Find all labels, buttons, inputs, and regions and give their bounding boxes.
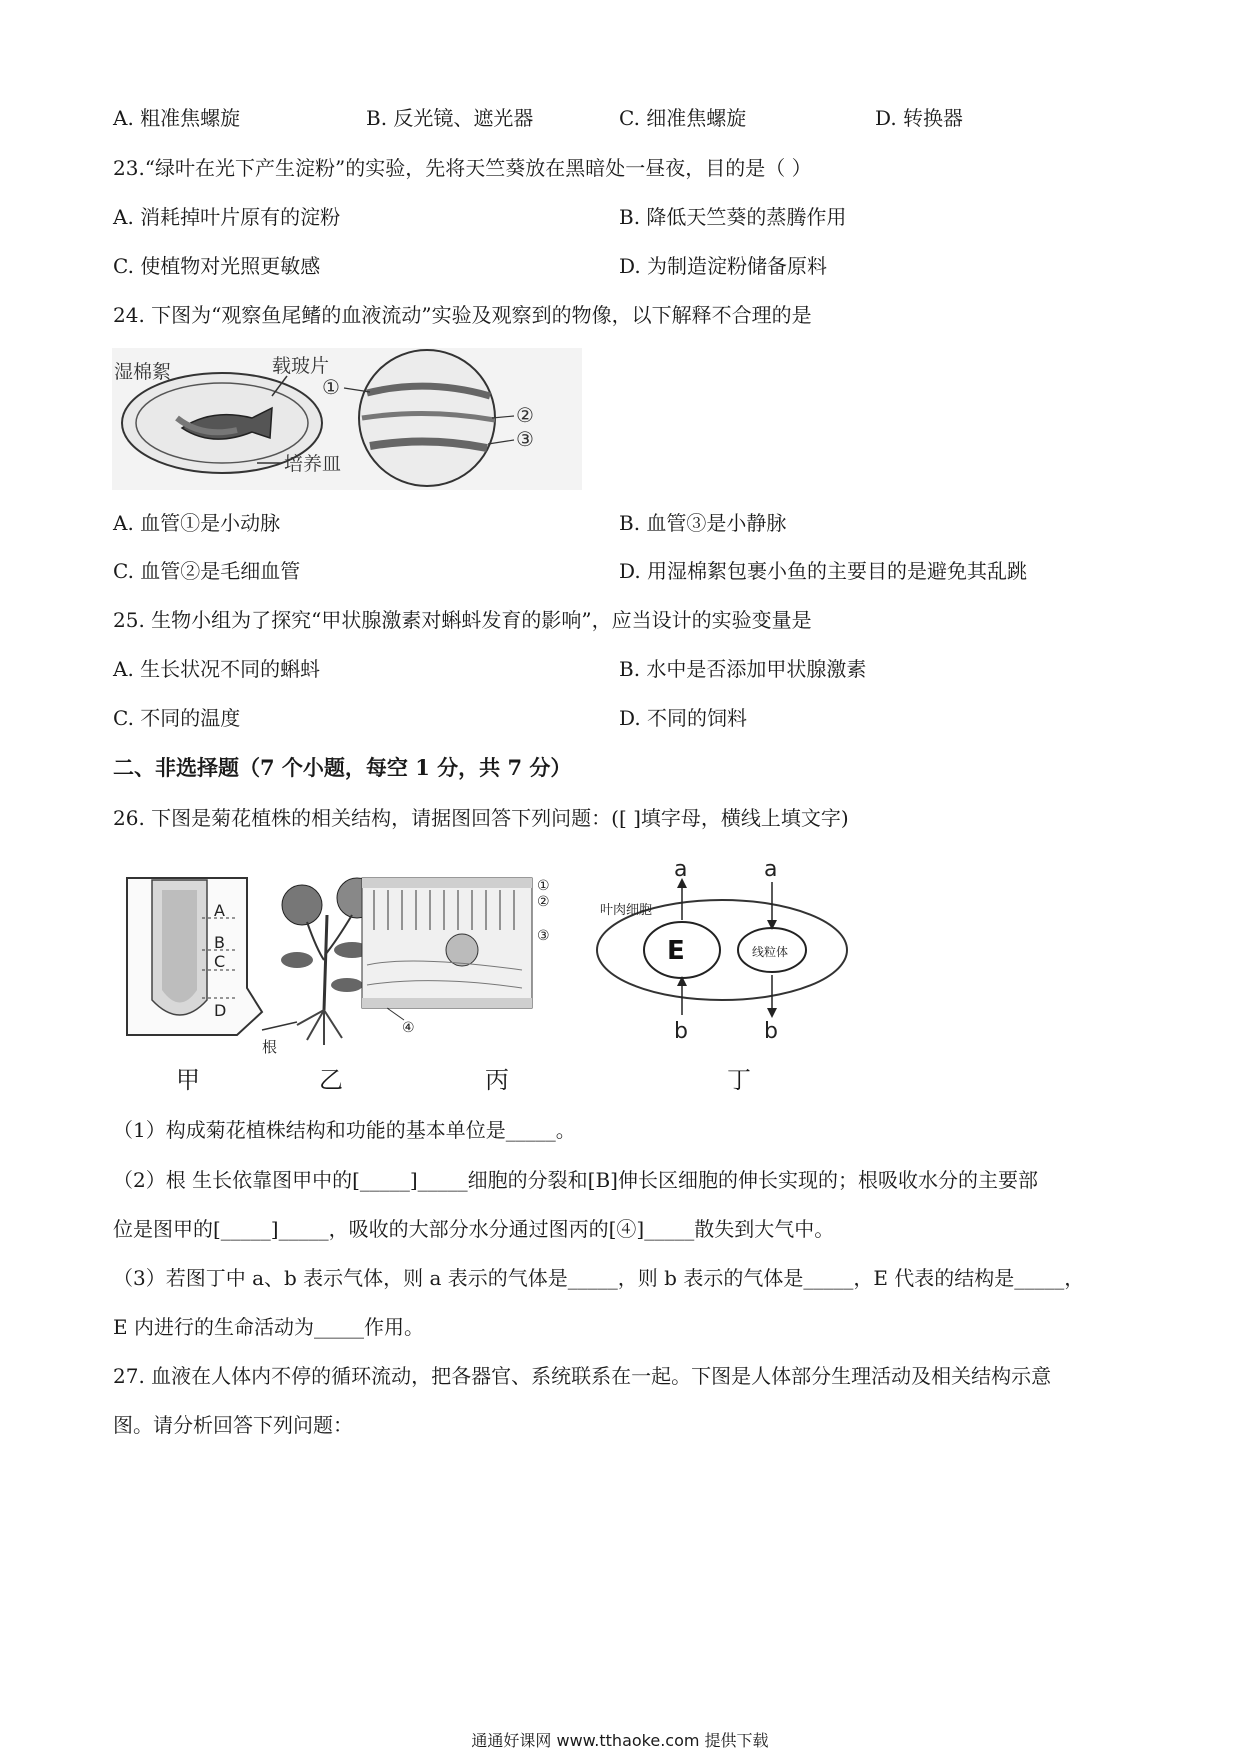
- ding-label-organelle: 线粒体: [752, 945, 789, 959]
- ding-label-b-right: b: [764, 1019, 778, 1044]
- label-dish: 培养皿: [284, 453, 342, 475]
- q23-stem: 23.“绿叶在光下产生淀粉”的实验，先将天竺葵放在黑暗处一昼夜，目的是（ ）: [113, 156, 812, 180]
- caption-jia: 甲: [176, 1066, 200, 1094]
- jia-label-b: B: [214, 933, 225, 952]
- q26-stem: 26. 下图是菊花植株的相关结构，请据图回答下列问题：([ ]填字母，横线上填文字): [113, 806, 849, 830]
- q26-figure: [112, 857, 852, 1060]
- q22-option-d: D. 转换器: [875, 106, 964, 130]
- q26-part-2-line-2: 位是图甲的[_____]_____，吸收的大部分水分通过图丙的[④]_____散失到大气中。: [113, 1217, 835, 1241]
- q25-option-c: C. 不同的温度: [113, 706, 241, 730]
- q25-stem: 25. 生物小组为了探究“甲状腺激素对蝌蚪发育的影响”，应当设计的实验变量是: [113, 608, 812, 632]
- jia-label-d: D: [214, 1001, 227, 1020]
- q23-option-a: A. 消耗掉叶片原有的淀粉: [113, 205, 341, 229]
- q24-option-a: A. 血管①是小动脉: [113, 511, 281, 535]
- caption-bing: 丙: [485, 1066, 509, 1094]
- ding-label-a-left: a: [674, 857, 688, 882]
- q23-option-d: D. 为制造淀粉储备原料: [619, 254, 828, 278]
- figure-yi-plant: [262, 878, 377, 1056]
- q25-option-a: A. 生长状况不同的蝌蚪: [113, 657, 321, 681]
- label-vessel-3: ③: [516, 427, 534, 451]
- q24-option-b: B. 血管③是小静脉: [619, 511, 787, 535]
- label-slide: 载玻片: [272, 355, 330, 377]
- figure-bing-leaf-section: [362, 878, 550, 1036]
- figure-jia-root-tip: [127, 878, 262, 1035]
- caption-yi: 乙: [319, 1066, 343, 1094]
- ding-label-e: E: [667, 936, 685, 966]
- q22-option-a: A. 粗准焦螺旋: [113, 106, 241, 130]
- jia-label-c: C: [214, 952, 226, 971]
- ding-label-a-right: a: [764, 857, 778, 882]
- q27-stem-line-2: 图。请分析回答下列问题：: [113, 1413, 353, 1437]
- figure-ding-cell: [597, 857, 847, 1044]
- label-vessel-1: ①: [322, 375, 340, 399]
- label-wet-cotton: 湿棉絮: [114, 361, 172, 383]
- q22-option-b: B. 反光镜、遮光器: [366, 106, 534, 130]
- q26-part-3-line-2: E 内进行的生命活动为_____作用。: [113, 1315, 424, 1339]
- q24-fish-figure: [112, 348, 582, 490]
- q27-stem-line-1: 27. 血液在人体内不停的循环流动，把各器官、系统联系在一起。下图是人体部分生理活动及相关结构示意: [113, 1364, 1052, 1388]
- q26-part-2-line-1: （2）根 生长依靠图甲中的[_____]_____细胞的分裂和[B]伸长区细胞的伸长实现的；根吸收水分的主要部: [113, 1168, 1038, 1192]
- ding-label-mesophyll: 叶肉细胞: [600, 903, 653, 918]
- q25-option-b: B. 水中是否添加甲状腺激素: [619, 657, 867, 681]
- label-vessel-2: ②: [516, 403, 534, 427]
- bing-label-3: ③: [537, 928, 550, 944]
- ding-label-b-left: b: [674, 1019, 688, 1044]
- caption-ding: 丁: [727, 1066, 751, 1094]
- q23-option-b: B. 降低天竺葵的蒸腾作用: [619, 205, 847, 229]
- footer: 通通好课网 www.tthaoke.com 提供下载: [471, 1731, 769, 1750]
- q23-option-c: C. 使植物对光照更敏感: [113, 254, 321, 278]
- bing-label-4: ④: [402, 1020, 415, 1036]
- bing-label-2: ②: [537, 894, 550, 910]
- q26-part-1: （1）构成菊花植株结构和功能的基本单位是_____。: [113, 1118, 576, 1142]
- q22-option-c: C. 细准焦螺旋: [619, 106, 747, 130]
- q25-option-d: D. 不同的饲料: [619, 706, 748, 730]
- section-2-heading: 二、非选择题（7 个小题，每空 1 分，共 7 分）: [113, 755, 572, 780]
- bing-label-1: ①: [537, 878, 550, 894]
- q26-part-3-line-1: （3）若图丁中 a、b 表示气体，则 a 表示的气体是_____，则 b 表示的气体是_____，E 代表的结构是_____，: [113, 1266, 1085, 1290]
- q24-option-d: D. 用湿棉絮包裹小鱼的主要目的是避免其乱跳: [619, 559, 1028, 583]
- yi-label-root: 根: [262, 1038, 278, 1056]
- jia-label-a: A: [214, 901, 225, 920]
- q24-option-c: C. 血管②是毛细血管: [113, 559, 301, 583]
- q24-stem: 24. 下图为“观察鱼尾鳍的血液流动”实验及观察到的物像，以下解释不合理的是: [113, 303, 812, 327]
